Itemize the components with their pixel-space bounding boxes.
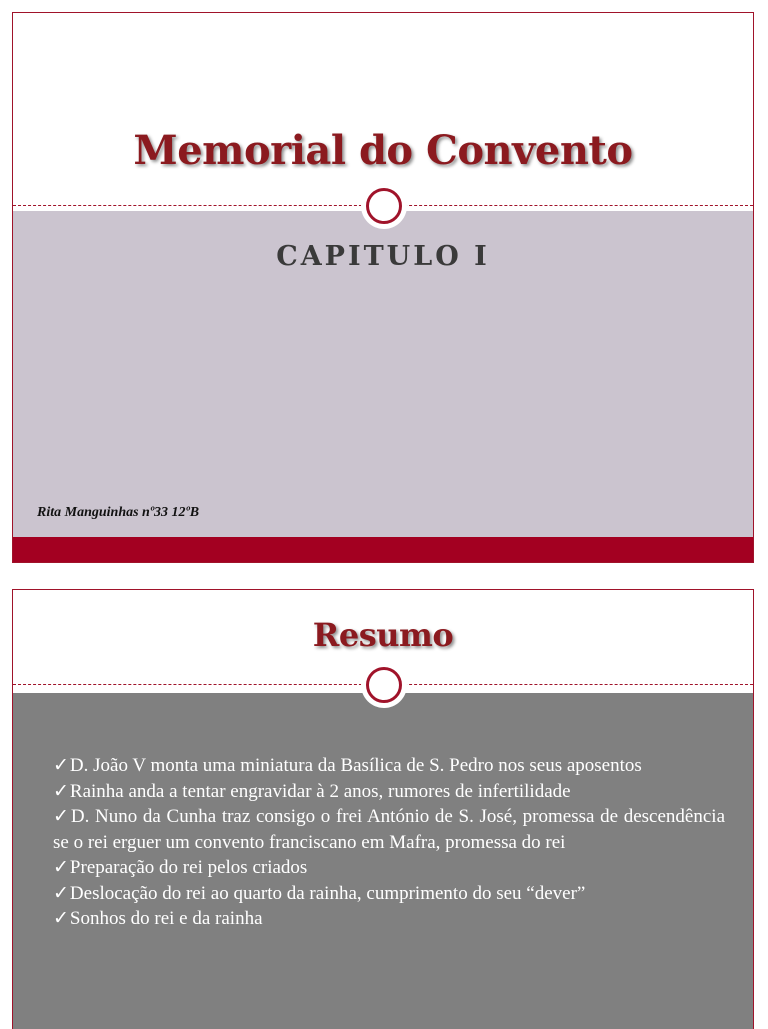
divider-circle-icon	[366, 188, 402, 224]
slide-title	[12, 12, 754, 563]
list-item: ✓Sonhos do rei e da rainha	[53, 908, 263, 929]
checkmark-icon: ✓	[53, 882, 69, 904]
bullet-list	[53, 753, 725, 932]
footer-bar	[13, 537, 753, 563]
checkmark-icon: ✓	[53, 755, 69, 776]
list-item: ✓Deslocação do rei ao quarto da rainha, cumprimento do seu “dever”	[53, 882, 586, 904]
list-item: ✓Preparação do rei pelos criados	[53, 857, 308, 878]
page-title: Memorial do Convento	[133, 127, 633, 174]
checkmark-icon: ✓	[53, 780, 69, 802]
author-credit: Rita Manguinhas nº33 12ºB	[37, 505, 200, 520]
checkmark-icon: ✓	[53, 908, 69, 929]
summary-body	[13, 693, 753, 1029]
summary-title: Resumo	[312, 616, 454, 654]
checkmark-icon: ✓	[53, 806, 70, 827]
divider-circle-icon	[366, 667, 402, 703]
slide-summary	[12, 589, 754, 1029]
title-area	[13, 13, 753, 205]
list-item: ✓D. Nuno da Cunha traz consigo o frei António de S. José, promessa de descendência se o rei erguer um convento franciscano em Mafra, promessa do rei	[53, 806, 726, 853]
checkmark-icon: ✓	[53, 857, 69, 878]
list-item: ✓Rainha anda a tentar engravidar à 2 anos, rumores de infertilidade	[53, 780, 571, 802]
subtitle-area	[13, 211, 753, 537]
list-item: ✓D. João V monta uma miniatura da Basílica de S. Pedro nos seus aposentos	[53, 755, 642, 776]
chapter-subtitle: CAPITULO I	[276, 241, 490, 272]
